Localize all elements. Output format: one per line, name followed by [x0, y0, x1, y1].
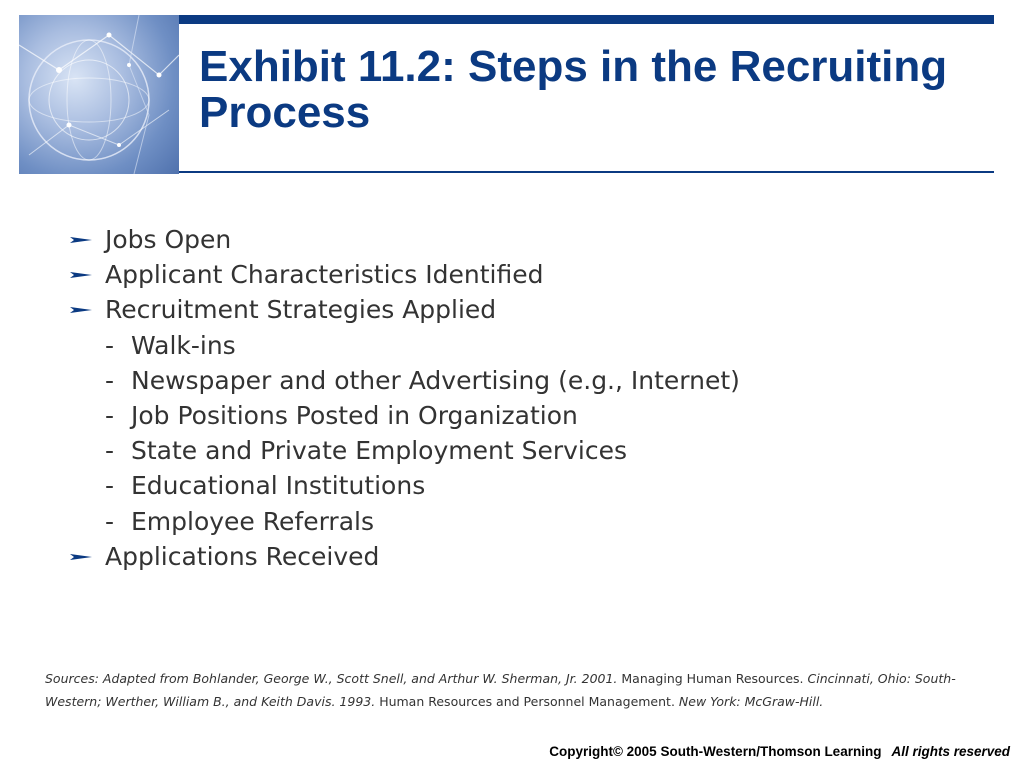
- arrow-bullet-icon: [70, 234, 92, 246]
- arrow-bullet-icon: [70, 269, 92, 281]
- source-part-2: Cincinnati, Ohio: South-Western; Werther, William B., and Keith Davis. 1993.: [45, 671, 956, 709]
- sub-item-text: Job Positions Posted in Organization: [131, 400, 578, 430]
- sub-dash: -: [105, 400, 115, 430]
- list-item: [70, 539, 740, 574]
- source-part-3: New York: McGraw-Hill.: [678, 694, 824, 709]
- slide-title: Exhibit 11.2: Steps in the Recruiting Process: [199, 42, 948, 137]
- bullet-text: Applications Received: [105, 541, 380, 571]
- sub-list-item: [70, 433, 740, 468]
- sub-list-item: [70, 398, 740, 433]
- sub-list-item: [70, 328, 740, 363]
- copyright-notice: [549, 744, 1010, 759]
- steps-list: [70, 222, 740, 574]
- sub-dash: -: [105, 471, 115, 501]
- sub-dash: -: [105, 506, 115, 536]
- source-part-1: Sources: Adapted from Bohlander, George W., Scott Snell, and Arthur W. Sherman, Jr. 2001.: [45, 671, 618, 686]
- list-item: [70, 222, 740, 257]
- sub-item-text: Walk-ins: [131, 330, 236, 360]
- sources-citation: [45, 667, 995, 713]
- sub-list-item: [70, 363, 740, 398]
- sub-list-item: [70, 468, 740, 503]
- sub-list-item: [70, 504, 740, 539]
- list-item: [70, 292, 740, 327]
- arrow-bullet-icon: [70, 551, 92, 563]
- header-divider: [179, 171, 994, 173]
- list-item: [70, 257, 740, 292]
- globe-network-image: [19, 15, 179, 174]
- bullet-text: Jobs Open: [105, 225, 232, 254]
- sub-dash: -: [105, 436, 115, 466]
- bullet-text: Recruitment Strategies Applied: [105, 295, 497, 325]
- arrow-bullet-icon: [70, 304, 92, 316]
- sub-item-text: Educational Institutions: [131, 471, 426, 501]
- copyright-text: Copyright© 2005 South-Western/Thomson Learning: [549, 744, 882, 759]
- sub-dash: -: [105, 330, 115, 360]
- source-book-1: Managing Human Resources.: [621, 671, 804, 686]
- sub-item-text: State and Private Employment Services: [131, 436, 628, 466]
- rights-text: All rights reserved: [891, 744, 1010, 759]
- source-book-2: Human Resources and Personnel Management.: [379, 694, 675, 709]
- sub-dash: -: [105, 365, 115, 395]
- bullet-text: Applicant Characteristics Identified: [105, 260, 544, 290]
- sub-item-text: Newspaper and other Advertising (e.g., Internet): [131, 365, 740, 395]
- sub-item-text: Employee Referrals: [131, 506, 374, 536]
